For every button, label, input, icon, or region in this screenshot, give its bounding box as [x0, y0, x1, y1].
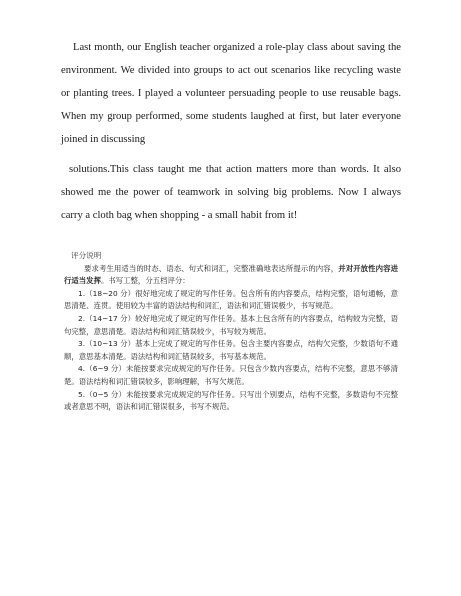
- rubric-level-1: 1.（18~20 分）很好地完成了规定的写作任务。包含所有的内容要点，结构完整，语句通畅，意思清楚、连贯。使用较为丰富的语法结构和词汇，语法和词汇错误极少，书写规范。: [64, 288, 398, 311]
- rubric-intro: [64, 263, 398, 288]
- rubric-intro-tail: 。书写工整，分五档评分：: [100, 276, 190, 286]
- rubric-title: 评分说明: [71, 251, 102, 260]
- model-essay: [61, 36, 401, 227]
- rubric-intro-text: 要求考生用适当的时态、语态、句式和词汇，完整准确地表达所提示的内容，: [84, 263, 339, 273]
- rubric-level-5: 5.（0~5 分）未能按要求完成规定的写作任务。只写出个别要点，结构不完整，多数语句不完整或者意思不明，语法和词汇错误很多，书写不规范。: [64, 389, 398, 412]
- rubric-level-2: 2.（14~17 分）较好地完成了规定的写作任务。基本上包含所有的内容要点，结构较为完整，语句完整，意思清楚。语法结构和词汇错误较少，书写较为规范。: [64, 313, 398, 336]
- essay-paragraph-2: solutions.This class taught me that action matters more than words. It also showed me the power of teamwork in solving big problems. Now I always carry a cloth bag when shopping - a small habit from it!: [61, 164, 401, 221]
- rubric-level-4: 4.（6~9 分）未能按要求完成规定的写作任务。只包含少数内容要点，结构不完整，意思不够清楚。语法结构和词汇错误较多，影响理解，书写欠规范。: [64, 364, 398, 386]
- rubric-intro-emphasis: 并对开放性内容进行适当发挥: [64, 263, 398, 286]
- rubric-level-3: 3.（10~13 分）基本上完成了规定的写作任务。包含主要内容要点，结构欠完整，少数语句不通顺，意思基本清楚。语法结构和词汇错误较多，书写基本规范。: [64, 339, 398, 361]
- scoring-rubric: [64, 250, 398, 414]
- essay-paragraph-1: Last month, our English teacher organized a role-play class about saving the environment. We divided into groups to act out scenarios like recycling waste or planting trees. I played a volunteer persuading people to use reusable bags. When my group performed, some students laughed at first, but later everyone joined in discussing: [61, 42, 401, 145]
